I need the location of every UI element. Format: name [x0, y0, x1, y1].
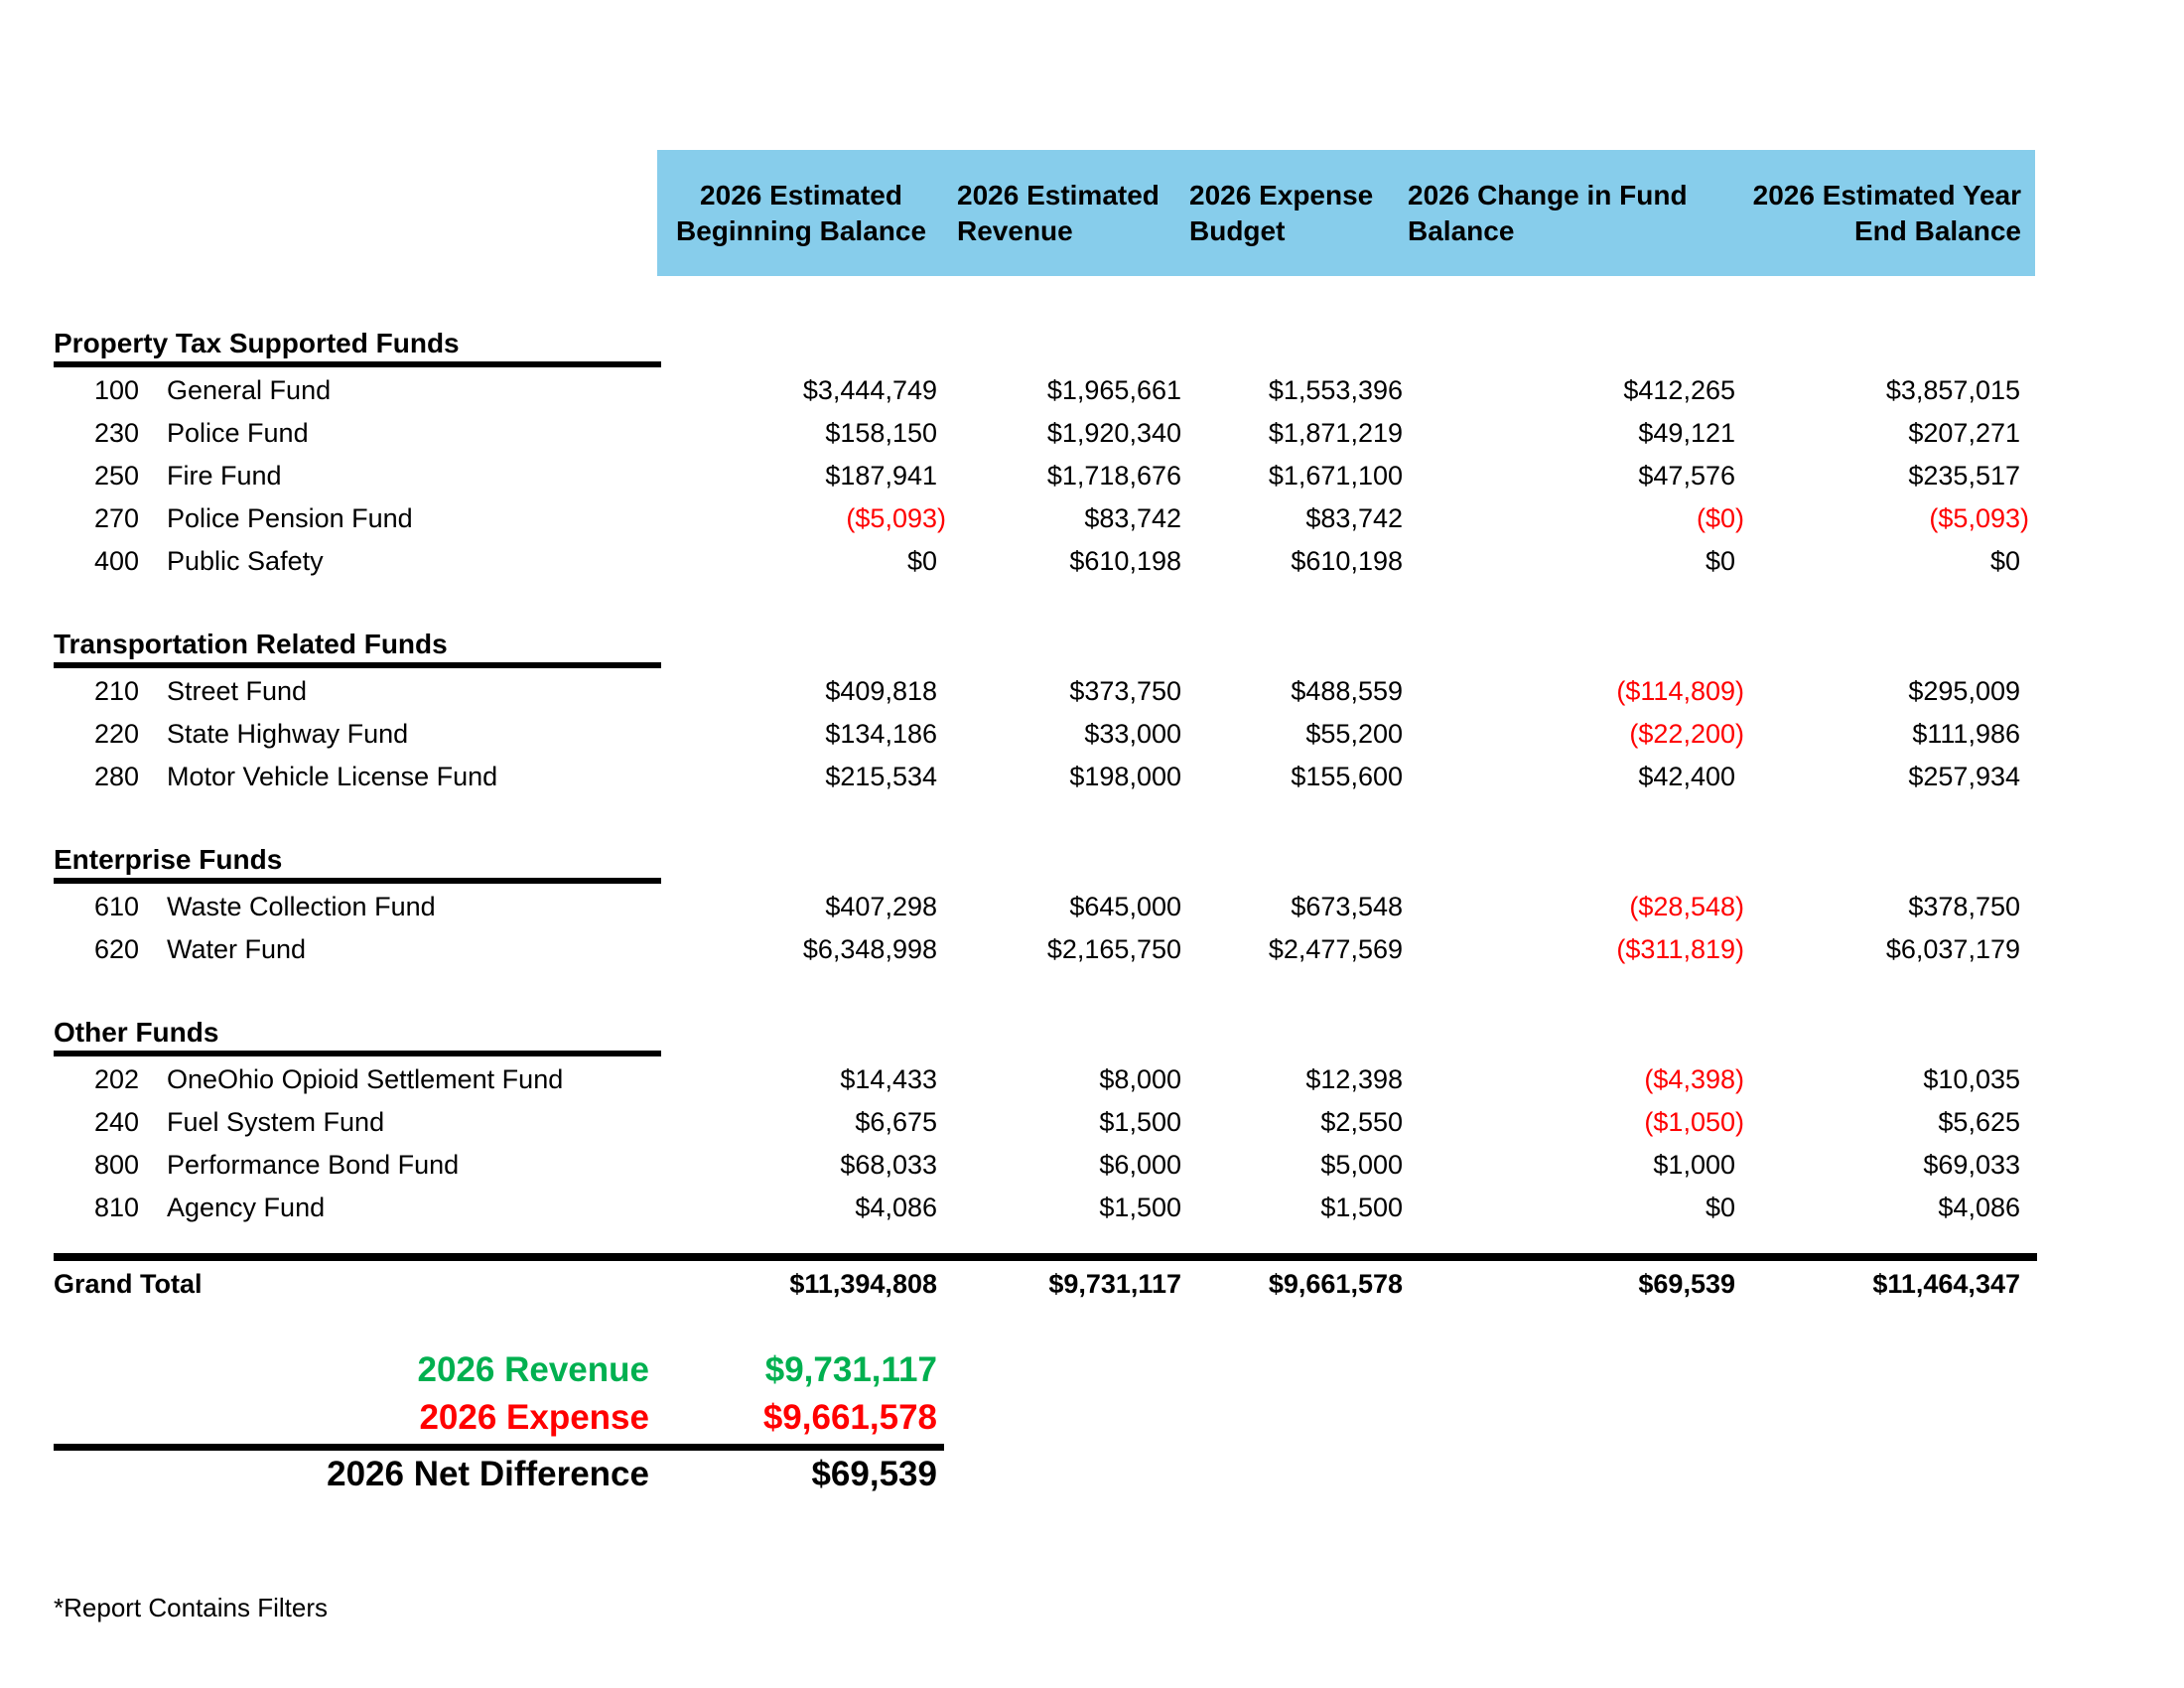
value-cell: $83,742 [1084, 503, 1181, 533]
value-cell: $0 [1705, 546, 1735, 576]
table-row [0, 455, 2184, 497]
value-cell: $5,625 [1938, 1107, 2020, 1137]
report-table [0, 328, 2184, 1498]
fund-section [0, 844, 2184, 971]
fund-code-cell: 270 [94, 503, 140, 533]
grand-total-beginning-balance: $11,394,808 [789, 1268, 937, 1299]
value-cell: $3,857,015 [1885, 375, 2020, 405]
grand-total-row [0, 1261, 2184, 1307]
column-header-expense-budget: 2026 Expense Budget [1189, 179, 1374, 246]
value-cell: $215,534 [825, 762, 937, 791]
table-row [0, 1187, 2184, 1229]
value-cell: $412,265 [1623, 375, 1735, 405]
value-cell: $673,548 [1291, 892, 1403, 921]
grand-total-year-end: $11,464,347 [1872, 1268, 2020, 1299]
fund-code-cell: 810 [94, 1193, 140, 1222]
value-cell: $6,000 [1099, 1150, 1181, 1180]
value-cell: $6,348,998 [802, 934, 937, 964]
fund-name-cell: Street Fund [167, 676, 308, 706]
value-cell: $1,553,396 [1268, 375, 1403, 405]
value-cell: $83,742 [1305, 503, 1403, 533]
value-cell: $111,986 [1912, 719, 2020, 749]
grand-total-divider [54, 1253, 2037, 1261]
fund-code-cell: 800 [94, 1150, 140, 1180]
section-rows [0, 369, 2184, 583]
fund-name-cell: State Highway Fund [167, 719, 409, 749]
value-cell: $373,750 [1069, 676, 1181, 706]
value-cell: ($5,093) [846, 503, 946, 533]
table-row [0, 412, 2184, 455]
value-cell: ($22,200) [1629, 719, 1744, 749]
value-cell: ($1,050) [1644, 1107, 1744, 1137]
value-cell: $2,477,569 [1268, 934, 1403, 964]
value-cell: $1,500 [1320, 1193, 1403, 1222]
section-title: Other Funds [54, 1017, 219, 1048]
value-cell: $69,033 [1923, 1150, 2020, 1180]
grand-total-change: $69,539 [1638, 1268, 1735, 1299]
fund-code-cell: 240 [94, 1107, 140, 1137]
section-rows [0, 886, 2184, 971]
fund-name-cell: Waste Collection Fund [167, 892, 436, 921]
value-cell: ($0) [1696, 503, 1744, 533]
fund-name-cell: Fire Fund [167, 461, 282, 491]
value-cell: $187,941 [825, 461, 937, 491]
value-cell: $0 [1989, 546, 2020, 576]
value-cell: $1,671,100 [1268, 461, 1403, 491]
grand-total-expense: $9,661,578 [1268, 1268, 1403, 1299]
value-cell: $1,965,661 [1046, 375, 1181, 405]
value-cell: $1,500 [1099, 1193, 1181, 1222]
value-cell: $158,150 [825, 418, 937, 448]
table-row [0, 497, 2184, 540]
fund-section [0, 629, 2184, 798]
value-cell: $2,550 [1320, 1107, 1403, 1137]
fund-code-cell: 610 [94, 892, 140, 921]
section-title: Enterprise Funds [54, 844, 283, 875]
fund-code-cell: 202 [94, 1064, 140, 1094]
table-row [0, 928, 2184, 971]
value-cell: $12,398 [1305, 1064, 1403, 1094]
value-cell: $68,033 [840, 1150, 937, 1180]
column-header-change-in-fund-balance: 2026 Change in Fund Balance [1408, 179, 1688, 246]
value-cell: $47,576 [1638, 461, 1735, 491]
column-header-year-end-balance: 2026 Estimated Year End Balance [1752, 179, 2021, 246]
value-cell: $610,198 [1069, 546, 1181, 576]
table-row [0, 540, 2184, 583]
value-cell: $1,871,219 [1268, 418, 1403, 448]
value-cell: $0 [1705, 1193, 1735, 1222]
value-cell: $407,298 [825, 892, 937, 921]
fund-name-cell: Fuel System Fund [167, 1107, 385, 1137]
section-rows [0, 1058, 2184, 1229]
value-cell: $207,271 [1908, 418, 2020, 448]
net-difference-divider [54, 1444, 944, 1451]
summary-net-difference-row [0, 1451, 2184, 1498]
table-row [0, 713, 2184, 756]
fund-code-cell: 230 [94, 418, 140, 448]
summary-block [0, 1346, 2184, 1498]
value-cell: $155,600 [1291, 762, 1403, 791]
value-cell: $257,934 [1908, 762, 2020, 791]
fund-code-cell: 280 [94, 762, 140, 791]
value-cell: $198,000 [1069, 762, 1181, 791]
table-row [0, 1058, 2184, 1101]
section-title: Property Tax Supported Funds [54, 328, 460, 358]
value-cell: $33,000 [1084, 719, 1181, 749]
table-row [0, 1144, 2184, 1187]
table-row [0, 670, 2184, 713]
value-cell: $10,035 [1923, 1064, 2020, 1094]
value-cell: $6,675 [855, 1107, 937, 1137]
value-cell: $3,444,749 [802, 375, 937, 405]
value-cell: $14,433 [840, 1064, 937, 1094]
value-cell: $0 [906, 546, 937, 576]
section-rows [0, 670, 2184, 798]
grand-total-revenue: $9,731,117 [1048, 1268, 1181, 1299]
value-cell: $4,086 [1938, 1193, 2020, 1222]
value-cell: $42,400 [1638, 762, 1735, 791]
summary-expense-row [0, 1394, 2184, 1442]
fund-name-cell: Performance Bond Fund [167, 1150, 460, 1180]
fund-code-cell: 100 [94, 375, 140, 405]
table-row [0, 756, 2184, 798]
summary-revenue-label: 2026 Revenue [417, 1350, 649, 1389]
value-cell: $4,086 [855, 1193, 937, 1222]
value-cell: $610,198 [1291, 546, 1403, 576]
fund-code-cell: 210 [94, 676, 140, 706]
table-row [0, 369, 2184, 412]
value-cell: $6,037,179 [1885, 934, 2020, 964]
fund-section [0, 1017, 2184, 1229]
fund-name-cell: OneOhio Opioid Settlement Fund [167, 1064, 564, 1094]
section-underline [54, 1051, 661, 1056]
value-cell: $1,920,340 [1046, 418, 1181, 448]
value-cell: $409,818 [825, 676, 937, 706]
value-cell: $134,186 [825, 719, 937, 749]
value-cell: $1,718,676 [1046, 461, 1181, 491]
fund-name-cell: Public Safety [167, 546, 324, 576]
section-title: Transportation Related Funds [54, 629, 448, 659]
value-cell: $295,009 [1908, 676, 2020, 706]
summary-net-difference-value: $69,539 [811, 1455, 937, 1493]
value-cell: ($28,548) [1629, 892, 1744, 921]
column-header-beginning-balance: 2026 Estimated Beginning Balance [675, 179, 927, 246]
value-cell: $488,559 [1291, 676, 1403, 706]
value-cell: ($311,819) [1616, 934, 1744, 964]
grand-total-label: Grand Total [54, 1268, 203, 1299]
value-cell: $1,500 [1099, 1107, 1181, 1137]
summary-revenue-row [0, 1346, 2184, 1394]
section-underline [54, 662, 661, 668]
summary-net-difference-label: 2026 Net Difference [327, 1455, 649, 1493]
fund-name-cell: Police Fund [167, 418, 309, 448]
summary-expense-label: 2026 Expense [419, 1398, 649, 1437]
value-cell: $8,000 [1099, 1064, 1181, 1094]
fund-sections [0, 328, 2184, 1229]
value-cell: $235,517 [1908, 461, 2020, 491]
section-underline [54, 361, 661, 367]
value-cell: $5,000 [1320, 1150, 1403, 1180]
value-cell: $378,750 [1908, 892, 2020, 921]
value-cell: $645,000 [1069, 892, 1181, 921]
fund-section [0, 328, 2184, 583]
fund-code-cell: 250 [94, 461, 140, 491]
value-cell: $2,165,750 [1046, 934, 1181, 964]
summary-revenue-value: $9,731,117 [764, 1350, 937, 1389]
value-cell: ($4,398) [1644, 1064, 1744, 1094]
fund-name-cell: General Fund [167, 375, 332, 405]
fund-name-cell: Motor Vehicle License Fund [167, 762, 498, 791]
value-cell: ($5,093) [1929, 503, 2029, 533]
value-cell: $49,121 [1638, 418, 1735, 448]
section-underline [54, 878, 661, 884]
table-header-row [657, 150, 2035, 276]
value-cell: ($114,809) [1616, 676, 1744, 706]
table-row [0, 1101, 2184, 1144]
fund-name-cell: Agency Fund [167, 1193, 326, 1222]
summary-expense-value: $9,661,578 [762, 1398, 937, 1437]
fund-code-cell: 220 [94, 719, 140, 749]
table-row [0, 886, 2184, 928]
report-filters-footnote: *Report Contains Filters [54, 1593, 328, 1622]
fund-name-cell: Police Pension Fund [167, 503, 413, 533]
column-header-estimated-revenue: 2026 Estimated Revenue [957, 179, 1160, 246]
fund-code-cell: 400 [94, 546, 140, 576]
fund-code-cell: 620 [94, 934, 140, 964]
value-cell: $1,000 [1653, 1150, 1735, 1180]
fund-name-cell: Water Fund [167, 934, 307, 964]
value-cell: $55,200 [1305, 719, 1403, 749]
